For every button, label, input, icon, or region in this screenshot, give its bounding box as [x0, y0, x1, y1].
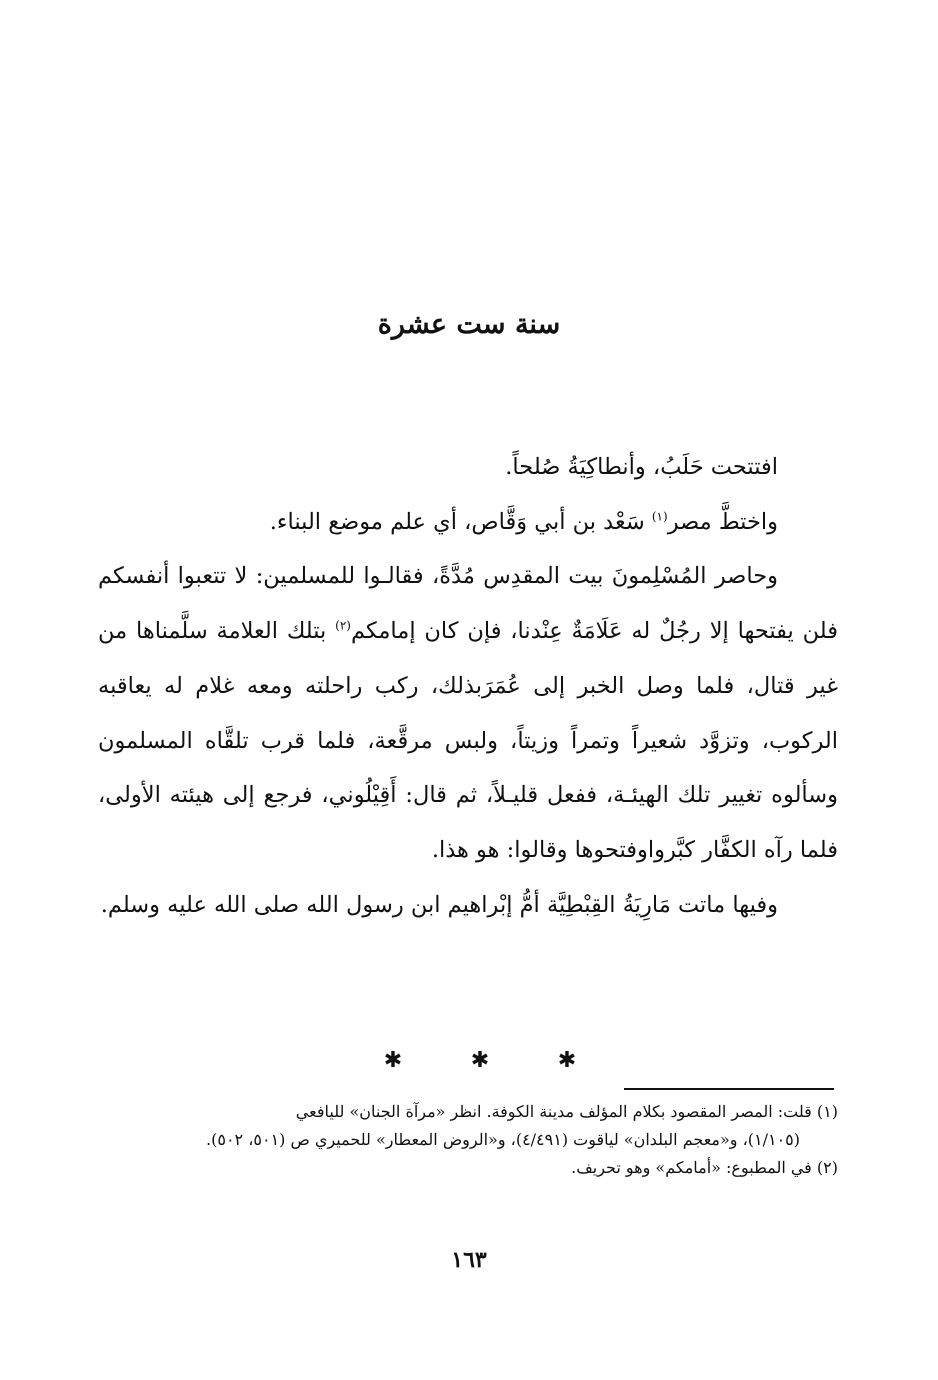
footnote-ref-2: (٢)	[335, 618, 351, 633]
star-icon: ✱	[383, 1047, 403, 1073]
body-text	[98, 440, 838, 932]
section-separator	[380, 1040, 580, 1080]
footnote-1-first-line: (١) قلت: المصر المقصود بكلام المؤلف مدينة الكوفة. انظر «مرآة الجنان» لليافعي	[295, 1102, 838, 1121]
paragraph-misr-end: سَعْد بن أبي وَقَّاص، أي علم موضع البناء.	[269, 508, 652, 535]
page-number: ١٦٣	[451, 1247, 487, 1273]
footnote-1	[98, 1098, 838, 1126]
footnote-1-continuation: (١/١٠٥)، و«معجم البلدان» لياقوت (٤/٤٩١)، و«الروض المعطار» للحميري ص (٥٠١، ٥٠٢).	[206, 1130, 800, 1149]
footnote-divider	[624, 1088, 834, 1090]
footnote-ref-1: (١)	[651, 509, 668, 524]
chapter-title: سنة ست عشرة	[377, 309, 561, 340]
paragraph-mariya: وفيها ماتت مَارِيَةُ القِبْطِيَّة أمُّ إبْراهيم ابن رسول الله صلى الله عليه وسلم.	[100, 891, 778, 918]
star-icon: ✱	[557, 1047, 577, 1073]
paragraph-jerusalem-start: وحاصر المُسْلِمونَ بيت المقدِس مُدَّةً، فقالـوا للمسلمين: لا تتعبوا أنفسكم فلن يفتحها إلا رجُلٌ له عَلَامَةٌ عِنْدنا، فإن كان إمامكم	[98, 563, 838, 645]
paragraph-jerusalem	[98, 549, 838, 877]
paragraph-misr	[98, 495, 838, 550]
paragraph-misr-start: واختطَّ مصر	[667, 508, 778, 535]
paragraph-aleppo: افتتحت حَلَبُ، وأنطاكِيَةُ صُلحاً.	[505, 454, 778, 480]
star-icon: ✱	[470, 1047, 490, 1073]
footnotes	[98, 1098, 838, 1182]
paragraph-jerusalem-end: بتلك العلامة سلَّمناها من غير قتال، فلما وصل الخبر إلى عُمَرَبذلك، ركب راحلته ومعه غلام له يعاقبه الركوب، وتزوَّد شعيراً وتمراً وزيتاً، ولبس مرقَّعة، فلما قرب تلقَّاه المسلمون وسألوه تغيير تلك الهيئـة، ففعل قليـلاً، ثم قال: أَقِيْلُوني، فرجع إلى هيئته الأولى، فلما رآه الكفَّار كبَّرواوفتحوها وقالوا: هو هذا.	[98, 618, 838, 863]
footnote-2: (٢) في المطبوع: «أمامكم» وهو تحريف.	[571, 1158, 838, 1177]
